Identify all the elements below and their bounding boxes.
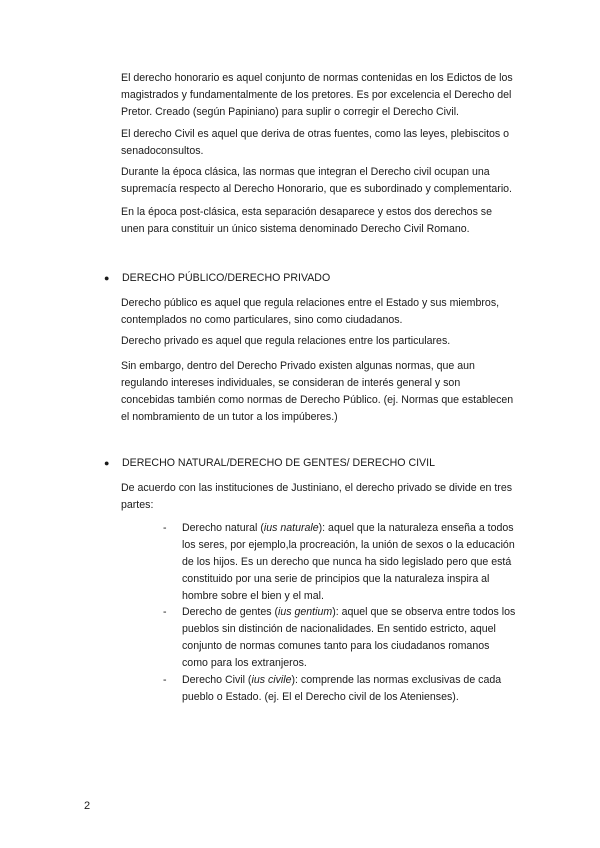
paragraph-postclasica: En la época post-clásica, esta separación desaparece y estos dos derechos se unen para constituir un único sistema denominado Derecho Civil Romano. bbox=[121, 206, 492, 235]
dash-icon: - bbox=[163, 674, 167, 686]
dash-icon: - bbox=[163, 606, 167, 618]
dash-icon: - bbox=[163, 522, 167, 534]
paragraph-intro: De acuerdo con las instituciones de Justiniano, el derecho privado se divide en tres partes: bbox=[121, 482, 513, 511]
page-number: 2 bbox=[84, 800, 91, 812]
paragraph-civil: El derecho Civil es aquel que deriva de otras fuentes, como las leyes, plebiscitos o senadoconsultos. bbox=[121, 128, 510, 157]
section-heading-publico-privado: DERECHO PÚBLICO/DERECHO PRIVADO bbox=[122, 272, 331, 284]
paragraph-honorario: El derecho honorario es aquel conjunto de normas contenidas en los Edictos de los magistrados y fundamentalmente de los pretores. Es por excelencia el Derecho del Pretor. Creado (según Papiniano) para suplir o corregir el Derecho Civil. bbox=[121, 72, 513, 118]
list-item-civil: Derecho Civil (ius civile): comprende las normas exclusivas de cada pueblo o Estado. (ej. El el Derecho civil de los Atenienses). bbox=[182, 674, 502, 703]
paragraph-privado: Derecho privado es aquel que regula relaciones entre los particulares. bbox=[121, 335, 451, 347]
bullet-icon: ● bbox=[104, 273, 110, 283]
section-heading-natural-gentes-civil: DERECHO NATURAL/DERECHO DE GENTES/ DERECHO CIVIL bbox=[122, 457, 435, 469]
list-item-gentes: Derecho de gentes (ius gentium): aquel que se observa entre todos los pueblos sin distinción de nacionalidades. En sentido estricto, aquel conjunto de normas comunes tanto para los ciudadanos romanos como para los extranjeros. bbox=[182, 606, 516, 669]
paragraph-publico: Derecho público es aquel que regula relaciones entre el Estado y sus miembros, contemplados no como particulares, sino como ciudadanos. bbox=[121, 297, 500, 326]
paragraph-clasica: Durante la época clásica, las normas que integran el Derecho civil ocupan una supremacía respecto al Derecho Honorario, que es subordinado y complementario. bbox=[121, 166, 513, 195]
bullet-icon: ● bbox=[104, 458, 110, 468]
paragraph-sin-embargo: Sin embargo, dentro del Derecho Privado existen algunas normas, que aun regulando intereses individuales, se consideran de interés general y son concebidas también como normas de Derecho Público. (ej. Normas que establecen el nombramiento de un tutor a los impúberes.) bbox=[121, 360, 514, 423]
list-item-natural: Derecho natural (ius naturale): aquel que la naturaleza enseña a todos los seres, por ejemplo,la procreación, la unión de sexos o la educación de los hijos. Es un derecho que nunca ha sido legislado pero que está constituido por una serie de principios que la naturaleza inspira al hombre sobre el bien y el mal. bbox=[182, 522, 515, 602]
